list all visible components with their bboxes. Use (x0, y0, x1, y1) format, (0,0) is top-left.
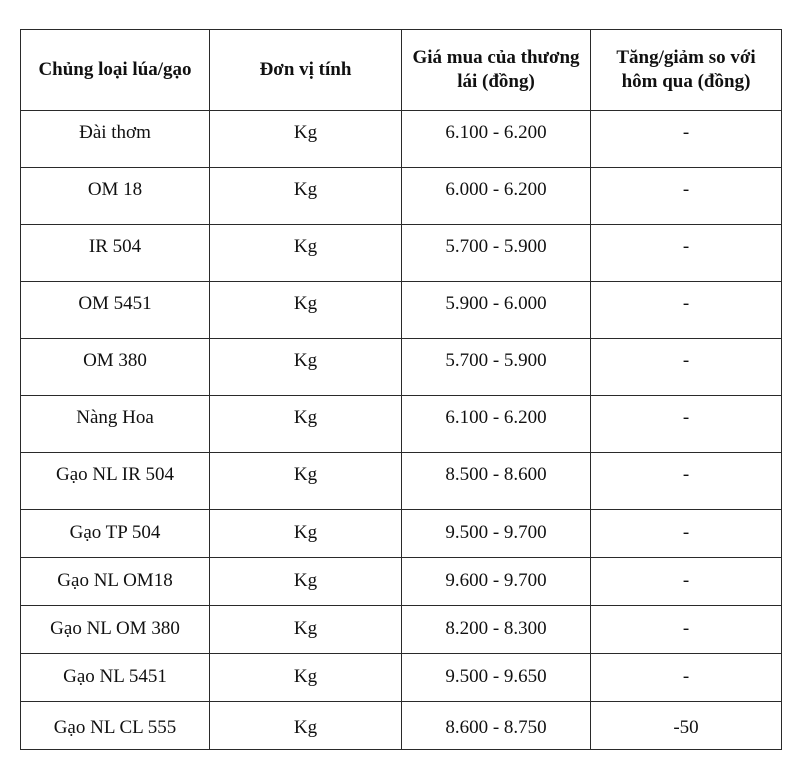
cell-text: - (682, 236, 690, 257)
cell-text: 9.600 - 9.700 (445, 569, 547, 591)
table-row (21, 168, 782, 225)
cell-text: - (682, 122, 690, 143)
cell-change (591, 558, 782, 606)
cell-text: 5.700 - 5.900 (445, 236, 547, 257)
cell-unit (210, 702, 402, 750)
cell-text: Gạo NL OM 380 (50, 617, 180, 639)
cell-rice-type (21, 282, 210, 339)
cell-text: Kg (293, 521, 318, 543)
table-row (21, 606, 782, 654)
table-row (21, 558, 782, 606)
cell-text: OM 18 (87, 179, 143, 200)
cell-text: - (682, 617, 690, 639)
table-row (21, 282, 782, 339)
cell-rice-type (21, 453, 210, 510)
cell-price (402, 396, 591, 453)
cell-price (402, 606, 591, 654)
cell-text: -50 (673, 716, 699, 738)
cell-text: - (682, 293, 690, 314)
cell-text: Kg (293, 236, 318, 257)
cell-rice-type (21, 654, 210, 702)
cell-price (402, 453, 591, 510)
cell-change (591, 282, 782, 339)
cell-rice-type (21, 339, 210, 396)
cell-text: Kg (293, 716, 318, 738)
cell-text: Gạo NL IR 504 (55, 464, 175, 485)
cell-text: 8.200 - 8.300 (445, 617, 547, 639)
cell-price (402, 282, 591, 339)
cell-text: Gạo NL 5451 (63, 665, 167, 687)
cell-text: - (682, 521, 690, 543)
cell-text: Kg (293, 665, 318, 687)
cell-price (402, 225, 591, 282)
cell-text: Đài thơm (79, 122, 151, 143)
cell-text: 8.500 - 8.600 (445, 464, 547, 485)
table-row (21, 654, 782, 702)
header-trader-price: Giá mua của thương lái (đồng) (402, 30, 591, 111)
cell-text: Kg (293, 122, 318, 143)
cell-unit (210, 111, 402, 168)
cell-unit (210, 339, 402, 396)
cell-text: - (682, 569, 690, 591)
cell-text: Gạo TP 504 (69, 521, 161, 543)
header-daily-change: Tăng/giảm so với hôm qua (đồng) (591, 30, 782, 111)
cell-change (591, 606, 782, 654)
cell-text: Kg (293, 179, 318, 200)
table-row (21, 111, 782, 168)
table-row (21, 396, 782, 453)
cell-rice-type (21, 396, 210, 453)
cell-text: OM 5451 (78, 293, 152, 314)
table-row (21, 510, 782, 558)
cell-rice-type (21, 510, 210, 558)
header-unit: Đơn vị tính (210, 30, 402, 111)
cell-unit (210, 282, 402, 339)
cell-unit (210, 168, 402, 225)
cell-text: Gạo NL OM18 (57, 569, 173, 591)
cell-text: Nàng Hoa (76, 407, 154, 428)
cell-unit (210, 510, 402, 558)
cell-unit (210, 606, 402, 654)
cell-text: 6.000 - 6.200 (445, 179, 547, 200)
cell-text: IR 504 (88, 236, 142, 257)
cell-change (591, 702, 782, 750)
cell-text: Kg (293, 464, 318, 485)
cell-rice-type (21, 168, 210, 225)
cell-unit (210, 396, 402, 453)
cell-text: Kg (293, 617, 318, 639)
cell-change (591, 339, 782, 396)
cell-text: - (682, 350, 690, 371)
cell-price (402, 111, 591, 168)
cell-text: 9.500 - 9.700 (445, 521, 547, 543)
header-rice-type: Chủng loại lúa/gạo (21, 30, 210, 111)
cell-price (402, 510, 591, 558)
cell-change (591, 168, 782, 225)
cell-text: Kg (293, 350, 318, 371)
cell-change (591, 453, 782, 510)
cell-text: Kg (293, 293, 318, 314)
cell-price (402, 168, 591, 225)
cell-rice-type (21, 558, 210, 606)
cell-unit (210, 654, 402, 702)
cell-rice-type (21, 606, 210, 654)
cell-text: 8.600 - 8.750 (445, 716, 547, 738)
table-header-row (21, 30, 782, 111)
cell-unit (210, 558, 402, 606)
cell-price (402, 339, 591, 396)
cell-text: 6.100 - 6.200 (445, 407, 547, 428)
cell-unit (210, 453, 402, 510)
cell-text: Gạo NL CL 555 (53, 716, 177, 738)
cell-unit (210, 225, 402, 282)
table-row (21, 339, 782, 396)
cell-price (402, 654, 591, 702)
cell-text: 9.500 - 9.650 (445, 665, 547, 687)
cell-text: - (682, 665, 690, 687)
cell-price (402, 558, 591, 606)
cell-change (591, 654, 782, 702)
cell-text: Kg (293, 407, 318, 428)
rice-price-table (20, 29, 782, 750)
cell-text: OM 380 (83, 350, 147, 371)
cell-change (591, 510, 782, 558)
cell-text: 6.100 - 6.200 (445, 122, 547, 143)
cell-rice-type (21, 702, 210, 750)
cell-text: - (682, 179, 690, 200)
cell-change (591, 111, 782, 168)
cell-text: 5.900 - 6.000 (445, 293, 547, 314)
cell-text: 5.700 - 5.900 (445, 350, 547, 371)
cell-text: - (682, 464, 690, 485)
cell-rice-type (21, 225, 210, 282)
table-row (21, 453, 782, 510)
cell-change (591, 225, 782, 282)
cell-text: - (682, 407, 690, 428)
table-row (21, 225, 782, 282)
cell-change (591, 396, 782, 453)
cell-rice-type (21, 111, 210, 168)
table-row (21, 702, 782, 750)
cell-price (402, 702, 591, 750)
cell-text: Kg (293, 569, 318, 591)
